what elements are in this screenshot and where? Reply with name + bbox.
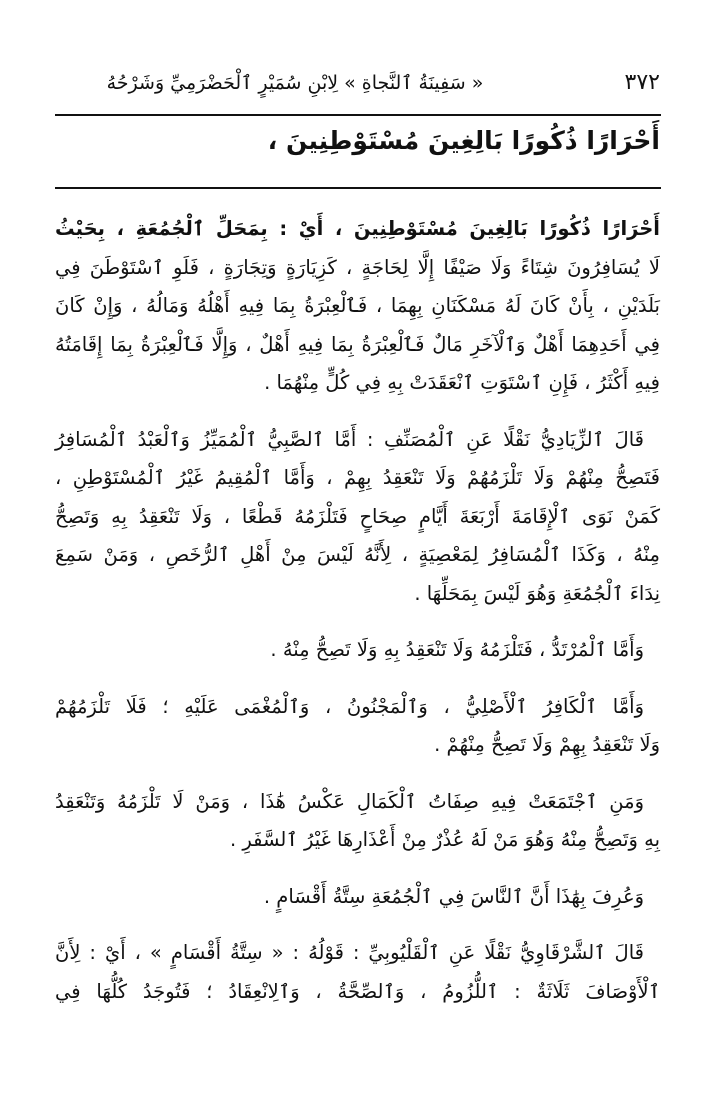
text-line: مِنْهُ ، وَكَذَا ٱلْمُسَافِرُ لِمَعْصِيَةٍ ، لِأَنَّهُ لَيْسَ مِنْ أَهْلِ ٱلرُّخَصِ ، وَمَنْ سَمِعَ — [55, 543, 660, 566]
paragraph — [55, 688, 660, 765]
text-line: وَأَمَّا ٱلْمُرْتَدُّ ، فَتَلْزَمُهُ وَلَا تَنْعَقِدُ بِهِ وَلَا تَصِحُّ مِنْهُ . — [270, 638, 644, 661]
text-line: فِيهِ أَكْثَرُ ، فَإِنِ ٱسْتَوَتِ ٱنْعَقَدَتْ بِهِ فِي كُلٍّ مِنْهُمَا . — [264, 371, 660, 394]
page-number: ٣٧٢ — [624, 70, 660, 95]
text-line: فَتَصِحُّ مِنْهُمْ وَلَا تَلْزَمُهُمْ وَلَا تَنْعَقِدُ بِهِمْ ، وَأَمَّا ٱلْمُقِيمُ غَيْرُ ٱلْمُسْتَوْطِنِ ، — [55, 466, 660, 489]
text-line: ٱلْأَوْصَافَ ثَلَاثَةٌ : ٱللُّزُومُ ، وَٱلصِّحَّةُ ، وَٱلِانْعِقَادُ ؛ فَتُوجَدُ كُلُّهَا فِي — [55, 979, 660, 1003]
text-line: أَحْرَارًا ذُكُورًا بَالِغِينَ مُسْتَوْطِنِينَ ، أَيْ : بِمَحَلِّ ٱلْجُمُعَةِ ، بِحَيْثُ — [55, 217, 660, 240]
paragraph — [55, 934, 660, 1011]
matn-rule — [55, 187, 661, 189]
text-line: قَالَ ٱلشَّرْقَاوِيُّ نَقْلًا عَنِ ٱلْقَلْيُوبِيِّ : قَوْلُهُ : « سِتَّةُ أَقْسَامٍ » ، أَيْ : لِأَنَّ — [55, 941, 644, 964]
text-line: وَأَمَّا ٱلْكَافِرُ ٱلْأَصْلِيُّ ، وَٱلْمَجْنُونُ ، وَٱلْمُغْمَى عَلَيْهِ ؛ فَلَا تَلْزَمُهُمْ — [55, 694, 644, 718]
running-title: « سَفِينَةُ ٱلنَّجاةِ » لِابْنِ سُمَيْرٍ ٱلْحَضْرَمِيِّ وَشَرْحُهُ — [106, 72, 484, 94]
text-line: بِهِ وَتَصِحُّ مِنْهُ وَهُوَ مَنْ لَهُ عُذْرٌ مِنْ أَعْذَارِهَا غَيْرُ ٱلسَّفَرِ . — [230, 828, 660, 851]
paragraph — [55, 631, 660, 670]
text-line: بَلَدَيْنِ ، بِأَنْ كَانَ لَهُ مَسْكَنَانِ بِهِمَا ، فَٱلْعِبْرَةُ بِمَا فِيهِ أَهْلُهُ وَمَالُهُ ، وَإِنْ كَانَ — [55, 294, 660, 317]
paragraph — [55, 421, 660, 614]
commentary-body — [55, 210, 660, 1029]
text-line: فِي أَحَدِهِمَا أَهْلٌ وَٱلْآخَرِ مَالٌ فَٱلْعِبْرَةُ بِمَا فِيهِ أَهْلٌ ، وَإِلَّا فَٱلْعِبْرَةُ بِمَا إِقَامَتُهُ — [55, 332, 660, 356]
text-line: كَمَنْ نَوَى ٱلْإِقَامَةَ أَرْبَعَةَ أَيَّامٍ صِحَاحٍ فَتَلْزَمُهُ قَطْعًا ، وَلَا تَنْعَقِدُ بِهِ وَتَصِحُّ — [55, 504, 660, 528]
text-line: وَمَنِ ٱجْتَمَعَتْ فِيهِ صِفَاتُ ٱلْكَمَالِ عَكْسُ هَٰذَا ، وَمَنْ لَا تَلْزَمُهُ وَتَنْعَقِدُ — [55, 789, 644, 813]
text-line: قَالَ ٱلزِّيَادِيُّ نَقْلًا عَنِ ٱلْمُصَنِّفِ : أَمَّا ٱلصَّبِيُّ ٱلْمُمَيِّزُ وَٱلْعَبْدُ ٱلْمُسَافِرُ — [55, 427, 644, 451]
text-line: وَعُرِفَ بِهَٰذَا أَنَّ ٱلنَّاسَ فِي ٱلْجُمُعَةِ سِتَّةُ أَقْسَامٍ . — [263, 884, 644, 908]
header-rule — [55, 114, 661, 116]
paragraph — [55, 878, 660, 917]
matn-text: أَحْرَارًا ذُكُورًا بَالِغِينَ مُسْتَوْطِنِينَ ، — [267, 126, 660, 155]
text-line: لَا يُسَافِرُونَ شِتَاءً وَلَا صَيْفًا إِلَّا لِحَاجَةٍ ، كَزِيَارَةٍ وَتِجَارَةٍ ، فَلَوِ ٱسْتَوْطَنَ فِي — [55, 255, 660, 279]
running-header — [55, 70, 660, 110]
paragraph — [55, 210, 660, 403]
text-line: وَلَا تَنْعَقِدُ بِهِمْ وَلَا تَصِحُّ مِنْهُمْ . — [434, 733, 660, 756]
paragraph — [55, 783, 660, 860]
text-line: نِدَاءَ ٱلْجُمُعَةِ وَهُوَ لَيْسَ بِمَحَلِّهَا . — [414, 581, 660, 605]
